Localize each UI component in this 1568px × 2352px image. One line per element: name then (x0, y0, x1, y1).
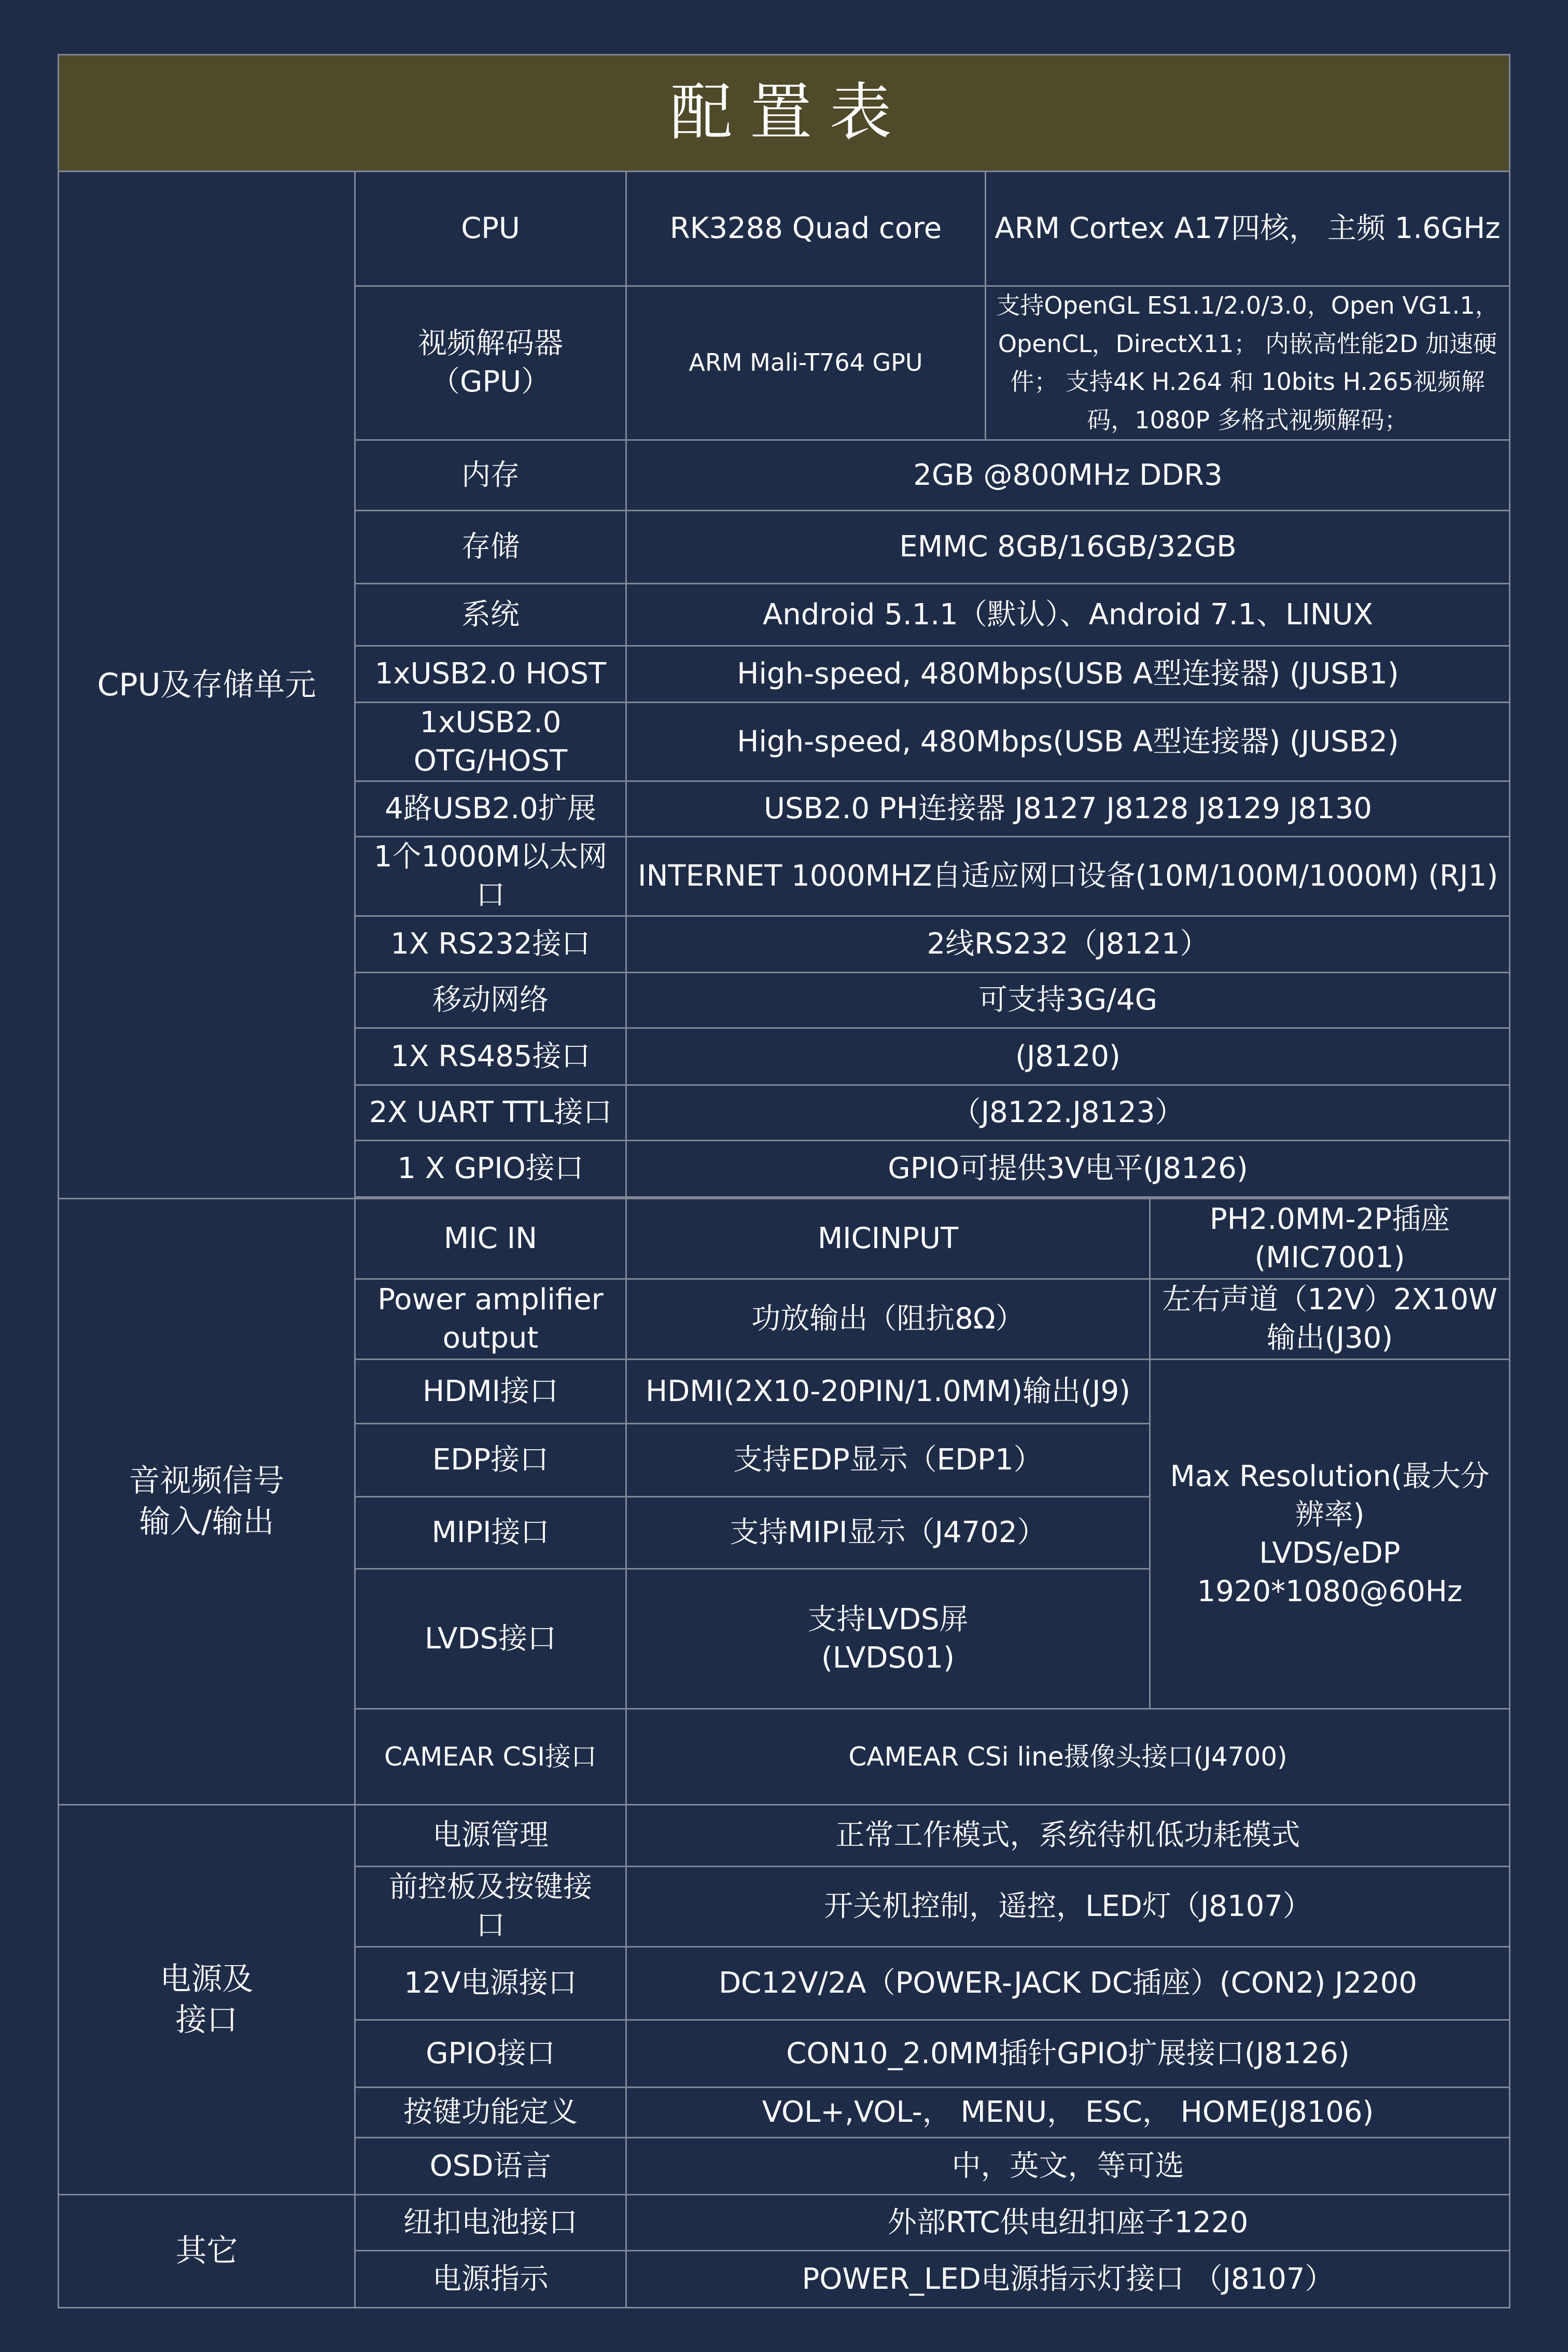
section-other: 其它 (59, 2195, 355, 2308)
row-value: 支持OpenGL ES1.1/2.0/3.0，Open VG1.1，OpenCL，DirectX11； 内嵌高性能2D 加速硬件； 支持4K H.264 和 10bits H.265视频解码，1080P 多格式视频解码； (986, 286, 1510, 440)
row-value: USB2.0 PH连接器 J8127 J8128 J8129 J8130 (626, 781, 1510, 837)
row-label: 电源管理 (355, 1805, 626, 1867)
row-label: 2X UART TTL接口 (355, 1085, 626, 1141)
row-label: 电源指示 (355, 2251, 626, 2308)
row-value: ARM Mali-T764 GPU (626, 286, 986, 440)
row-value: 可支持3G/4G (626, 973, 1510, 1028)
row-value: PH2.0MM-2P插座 (MIC7001) (1150, 1199, 1510, 1279)
row-value: 正常工作模式，系统待机低功耗模式 (626, 1805, 1510, 1867)
row-value: DC12V/2A（POWER-JACK DC插座）(CON2) J2200 (626, 1947, 1510, 2020)
row-value: ARM Cortex A17四核， 主频 1.6GHz (986, 172, 1510, 286)
section-power: 电源及 接口 (59, 1805, 355, 2195)
page-title: 配置表 (59, 55, 1510, 172)
row-label: 1xUSB2.0 HOST (355, 646, 626, 703)
row-label: 前控板及按键接 口 (355, 1867, 626, 1947)
row-label: Power amplifier output (355, 1279, 626, 1360)
row-value: 开关机控制，遥控，LED灯（J8107） (626, 1867, 1510, 1947)
row-label: LVDS接口 (355, 1569, 626, 1709)
row-value: HDMI(2X10-20PIN/1.0MM)输出(J9) (626, 1360, 1150, 1424)
row-label: EDP接口 (355, 1424, 626, 1497)
row-value: 支持MIPI显示（J4702） (626, 1497, 1150, 1569)
row-value: 支持LVDS屏 (LVDS01) (626, 1569, 1150, 1709)
display-resolution-note: Max Resolution(最大分 辨率) LVDS/eDP 1920*1080@60Hz (1150, 1360, 1510, 1709)
row-value: GPIO可提供3V电平(J8126) (626, 1141, 1510, 1197)
row-label: 系统 (355, 584, 626, 646)
row-value: 2GB @800MHz DDR3 (626, 440, 1510, 511)
row-label: 纽扣电池接口 (355, 2195, 626, 2251)
row-label: OSD语言 (355, 2138, 626, 2195)
row-label: 1 X GPIO接口 (355, 1141, 626, 1197)
row-label: 存储 (355, 511, 626, 584)
row-value: CAMEAR CSi line摄像头接口(J4700) (626, 1709, 1510, 1805)
row-label: 1X RS232接口 (355, 916, 626, 973)
row-value: RK3288 Quad core (626, 172, 986, 286)
row-label: MIC IN (355, 1199, 626, 1279)
table-row (59, 1199, 1510, 1279)
title-row (59, 55, 1510, 172)
row-label: 1xUSB2.0 OTG/HOST (355, 703, 626, 781)
table-row (59, 1805, 1510, 1867)
row-value: INTERNET 1000MHZ自适应网口设备(10M/100M/1000M) (RJ1) (626, 837, 1510, 916)
section-cpu-storage: CPU及存储单元 (59, 172, 355, 1199)
row-value: (J8120) (626, 1028, 1510, 1085)
row-label: 内存 (355, 440, 626, 511)
row-value: 中，英文，等可选 (626, 2138, 1510, 2195)
table-row (59, 2195, 1510, 2251)
row-value: MICINPUT (626, 1199, 1150, 1279)
row-value: 2线RS232（J8121） (626, 916, 1510, 973)
table-row (59, 172, 1510, 286)
row-label: 4路USB2.0扩展 (355, 781, 626, 837)
row-label: 按键功能定义 (355, 2088, 626, 2138)
row-value: 外部RTC供电纽扣座子1220 (626, 2195, 1510, 2251)
row-value: CON10_2.0MM插针GPIO扩展接口(J8126) (626, 2020, 1510, 2088)
spec-table (58, 54, 1510, 2308)
row-label: 移动网络 (355, 973, 626, 1028)
row-value: Android 5.1.1（默认）、Android 7.1、LINUX (626, 584, 1510, 646)
row-label: 12V电源接口 (355, 1947, 626, 2020)
row-label: 1个1000M以太网 口 (355, 837, 626, 916)
row-label: MIPI接口 (355, 1497, 626, 1569)
row-value: VOL+,VOL-， MENU， ESC， HOME(J8106) (626, 2088, 1510, 2138)
row-value: 支持EDP显示（EDP1） (626, 1424, 1150, 1497)
row-value: （J8122.J8123） (626, 1085, 1510, 1141)
row-value: EMMC 8GB/16GB/32GB (626, 511, 1510, 584)
row-label: GPIO接口 (355, 2020, 626, 2088)
row-value: High-speed, 480Mbps(USB A型连接器) (JUSB1) (626, 646, 1510, 703)
row-label: 视频解码器 （GPU） (355, 286, 626, 440)
section-av: 音视频信号 输入/输出 (59, 1199, 355, 1805)
row-label: CPU (355, 172, 626, 286)
row-label: 1X RS485接口 (355, 1028, 626, 1085)
row-label: HDMI接口 (355, 1360, 626, 1424)
row-value: POWER_LED电源指示灯接口 （J8107） (626, 2251, 1510, 2308)
row-value: 功放输出（阻抗8Ω） (626, 1279, 1150, 1360)
row-value: High-speed, 480Mbps(USB A型连接器) (JUSB2) (626, 703, 1510, 781)
row-label: CAMEAR CSI接口 (355, 1709, 626, 1805)
row-value: 左右声道（12V）2X10W 输出(J30) (1150, 1279, 1510, 1360)
